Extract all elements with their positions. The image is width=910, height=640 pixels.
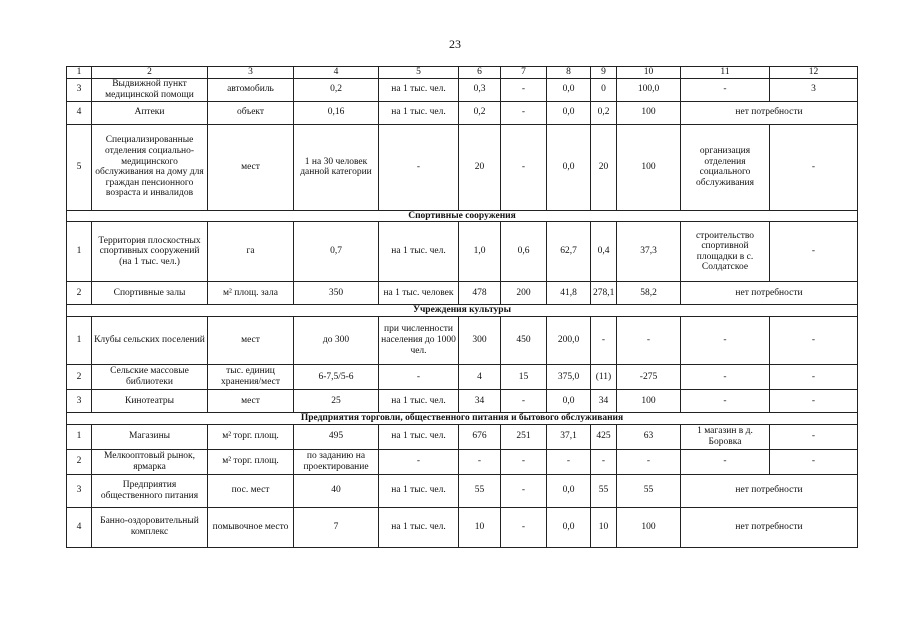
table-cell: объект (208, 101, 294, 124)
table-cell: - (770, 389, 858, 412)
table-row (67, 124, 858, 210)
table-cell: на 1 тыс. человек (379, 282, 459, 305)
table-cell: - (617, 449, 681, 474)
table-cell: помывочное место (208, 507, 294, 547)
table-cell: мест (208, 389, 294, 412)
table-row (67, 507, 858, 547)
table-cell: 0,0 (547, 389, 591, 412)
table-cell: - (379, 449, 459, 474)
table-cell: - (681, 316, 770, 364)
table-cell: 34 (591, 389, 617, 412)
table-cell: - (770, 316, 858, 364)
table-cell: - (501, 449, 547, 474)
table-cell: 0,0 (547, 507, 591, 547)
table-row (67, 101, 858, 124)
section-heading-row (67, 412, 858, 424)
table-cell: 1,0 (459, 222, 501, 282)
table-cell: 0 (591, 78, 617, 101)
table-cell: - (770, 222, 858, 282)
table-cell: 478 (459, 282, 501, 305)
table-cell: 1 (67, 424, 92, 449)
table-cell: 0,0 (547, 124, 591, 210)
column-number-cell: 11 (681, 67, 770, 79)
table-cell: 0,2 (591, 101, 617, 124)
table-cell: 4 (67, 507, 92, 547)
column-number-cell: 10 (617, 67, 681, 79)
table-cell: 7 (294, 507, 379, 547)
table-cell: 200 (501, 282, 547, 305)
table-cell: 15 (501, 364, 547, 389)
table-cell: - (591, 316, 617, 364)
table-cell: - (681, 389, 770, 412)
table-cell: пос. мест (208, 474, 294, 507)
table-cell: 2 (67, 364, 92, 389)
table-cell: га (208, 222, 294, 282)
table-cell: 676 (459, 424, 501, 449)
table-cell: 2 (67, 282, 92, 305)
table-cell: 495 (294, 424, 379, 449)
table-cell: - (617, 316, 681, 364)
table-cell: нет потребности (681, 282, 858, 305)
table-cell: Магазины (92, 424, 208, 449)
table-cell: 1 (67, 316, 92, 364)
table-cell: -275 (617, 364, 681, 389)
column-number-cell: 5 (379, 67, 459, 79)
table-cell: 375,0 (547, 364, 591, 389)
section-heading: Спортивные сооружения (67, 210, 858, 222)
section-heading-row (67, 210, 858, 222)
page-number: 23 (449, 37, 461, 51)
table-cell: на 1 тыс. чел. (379, 222, 459, 282)
table-cell: 55 (617, 474, 681, 507)
table-cell: Специализированные отделения социально-медицинского обслуживания на дому для граждан пенсионного возраста и инвалидов (92, 124, 208, 210)
table-row (67, 474, 858, 507)
table-cell: м² площ. зала (208, 282, 294, 305)
table-cell: 55 (591, 474, 617, 507)
table-cell: - (501, 78, 547, 101)
table-cell: м² торг. площ. (208, 424, 294, 449)
table-cell: мест (208, 124, 294, 210)
column-number-cell: 12 (770, 67, 858, 79)
section-heading: Учреждения культуры (67, 305, 858, 317)
table-row (67, 282, 858, 305)
table-cell: 34 (459, 389, 501, 412)
table-cell: 0,0 (547, 101, 591, 124)
table-cell: нет потребности (681, 474, 858, 507)
table-cell: 41,8 (547, 282, 591, 305)
table-cell: - (681, 364, 770, 389)
table-cell: 100 (617, 124, 681, 210)
table-cell: - (770, 424, 858, 449)
table-cell: 1 (67, 222, 92, 282)
table-cell: 450 (501, 316, 547, 364)
table-cell: на 1 тыс. чел. (379, 101, 459, 124)
table-cell: 1 на 30 человек данной категории (294, 124, 379, 210)
table-cell: строительство спортивной площадки в с. Солдатское (681, 222, 770, 282)
table-cell: по заданию на проектирование (294, 449, 379, 474)
table-row (67, 449, 858, 474)
table-row (67, 78, 858, 101)
table-cell: - (379, 364, 459, 389)
column-number-cell: 1 (67, 67, 92, 79)
table-cell: - (501, 389, 547, 412)
table-cell: 0,3 (459, 78, 501, 101)
column-number-cell: 2 (92, 67, 208, 79)
table-cell: тыс. единиц хранения/мест (208, 364, 294, 389)
table-cell: 100 (617, 101, 681, 124)
table-row (67, 316, 858, 364)
table-cell: Сельские массовые библиотеки (92, 364, 208, 389)
table-cell: 58,2 (617, 282, 681, 305)
table-cell: организация отделения социального обслуживания (681, 124, 770, 210)
table-cell: 278,1 (591, 282, 617, 305)
column-number-cell: 7 (501, 67, 547, 79)
table-cell: 3 (770, 78, 858, 101)
column-number-cell: 6 (459, 67, 501, 79)
table-cell: 0,2 (294, 78, 379, 101)
table-row (67, 364, 858, 389)
table-cell: 4 (67, 101, 92, 124)
table-cell: 6-7,5/5-6 (294, 364, 379, 389)
table-cell: - (591, 449, 617, 474)
table-cell: - (501, 101, 547, 124)
table-cell: Клубы сельских поселений (92, 316, 208, 364)
table-cell: 63 (617, 424, 681, 449)
table-cell: 0,0 (547, 78, 591, 101)
table-cell: 100,0 (617, 78, 681, 101)
table-cell: - (459, 449, 501, 474)
table-cell: м² торг. площ. (208, 449, 294, 474)
table-cell: - (681, 78, 770, 101)
table-cell: 0,0 (547, 474, 591, 507)
table-cell: 3 (67, 389, 92, 412)
table-cell: 2 (67, 449, 92, 474)
table-cell: 37,1 (547, 424, 591, 449)
table-cell: 0,4 (591, 222, 617, 282)
table-cell: Спортивные залы (92, 282, 208, 305)
table-cell: 20 (459, 124, 501, 210)
table-cell: 300 (459, 316, 501, 364)
table-row (67, 389, 858, 412)
table-cell: - (770, 364, 858, 389)
table-cell: 425 (591, 424, 617, 449)
table-cell: 100 (617, 507, 681, 547)
table-cell: 10 (591, 507, 617, 547)
table-cell: 20 (591, 124, 617, 210)
table-cell: - (501, 507, 547, 547)
table-cell: Предприятия общественного питания (92, 474, 208, 507)
table-cell: 350 (294, 282, 379, 305)
column-number-cell: 9 (591, 67, 617, 79)
table-cell: - (547, 449, 591, 474)
table-cell: нет потребности (681, 101, 858, 124)
section-heading-row (67, 305, 858, 317)
table-cell: до 300 (294, 316, 379, 364)
table-cell: автомобиль (208, 78, 294, 101)
table-cell: 3 (67, 78, 92, 101)
table-cell: - (501, 124, 547, 210)
table-cell: 0,2 (459, 101, 501, 124)
table-cell: на 1 тыс. чел. (379, 424, 459, 449)
table-cell: Кинотеатры (92, 389, 208, 412)
table-cell: на 1 тыс. чел. (379, 507, 459, 547)
table-cell: 100 (617, 389, 681, 412)
table-cell: 0,16 (294, 101, 379, 124)
table-cell: - (770, 449, 858, 474)
table-cell: - (379, 124, 459, 210)
table-cell: мест (208, 316, 294, 364)
planning-table (66, 66, 858, 548)
column-number-cell: 8 (547, 67, 591, 79)
table-cell: Выдвижной пункт медицинской помощи (92, 78, 208, 101)
table-cell: на 1 тыс. чел. (379, 78, 459, 101)
table-cell: 62,7 (547, 222, 591, 282)
table-cell: - (501, 474, 547, 507)
table-cell: на 1 тыс. чел. (379, 389, 459, 412)
table-cell: 5 (67, 124, 92, 210)
table-cell: 1 магазин в д. Боровка (681, 424, 770, 449)
table-cell: нет потребности (681, 507, 858, 547)
table-cell: Территория плоскостных спортивных сооружений (на 1 тыс. чел.) (92, 222, 208, 282)
table-cell: 0,6 (501, 222, 547, 282)
table-cell: 55 (459, 474, 501, 507)
table-cell: 25 (294, 389, 379, 412)
table-cell: 251 (501, 424, 547, 449)
table-cell: 40 (294, 474, 379, 507)
table-cell: Мелкооптовый рынок, ярмарка (92, 449, 208, 474)
table-cell: - (681, 449, 770, 474)
column-number-cell: 4 (294, 67, 379, 79)
table-cell: на 1 тыс. чел. (379, 474, 459, 507)
table-cell: 3 (67, 474, 92, 507)
table-body (67, 67, 858, 548)
table-cell: 200,0 (547, 316, 591, 364)
table-cell: 10 (459, 507, 501, 547)
column-number-cell: 3 (208, 67, 294, 79)
column-number-row (67, 67, 858, 79)
section-heading: Предприятия торговли, общественного питания и бытового обслуживания (67, 412, 858, 424)
table-cell: 37,3 (617, 222, 681, 282)
table-cell: Банно-оздоровительный комплекс (92, 507, 208, 547)
table-cell: при численности населения до 1000 чел. (379, 316, 459, 364)
table-cell: 4 (459, 364, 501, 389)
table-cell: Аптеки (92, 101, 208, 124)
table-cell: 0,7 (294, 222, 379, 282)
table-row (67, 222, 858, 282)
table-cell: - (770, 124, 858, 210)
table-row (67, 424, 858, 449)
table-cell: (11) (591, 364, 617, 389)
